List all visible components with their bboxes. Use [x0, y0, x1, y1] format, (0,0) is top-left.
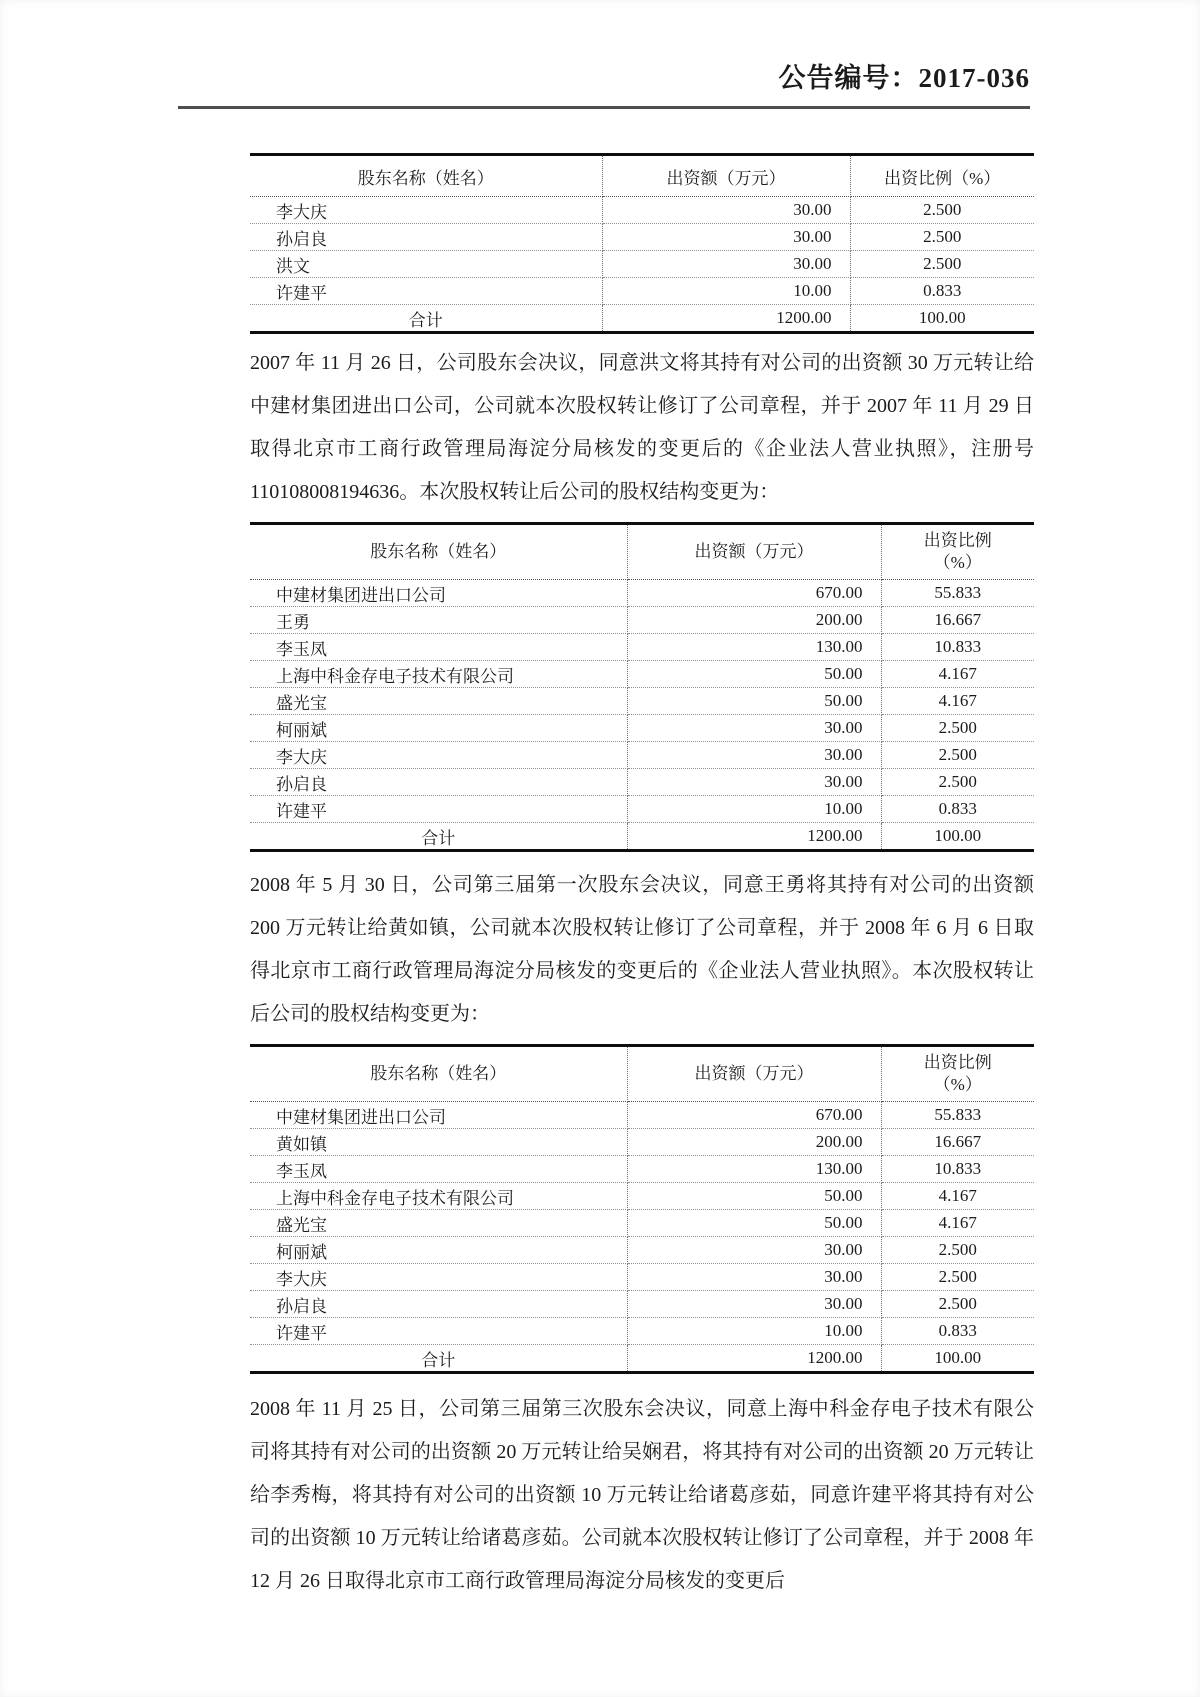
shareholder-name-cell: 柯丽斌: [250, 715, 627, 742]
table-row: [250, 1129, 1034, 1156]
announcement-number: 公告编号：2017-036: [778, 63, 1030, 93]
ratio-cell: 2.500: [881, 1291, 1034, 1318]
total-amount-cell: 1200.00: [602, 305, 850, 333]
total-ratio-cell: 100.00: [934, 1348, 982, 1367]
ratio-cell: 0.833: [850, 278, 1034, 305]
col-header-ratio: [881, 1046, 1034, 1102]
total-label-cell: 合计: [250, 305, 602, 333]
table-row: [250, 1156, 1034, 1183]
total-amount-cell: 1200.00: [627, 823, 881, 851]
col-header-amount: 出资额（万元）: [627, 1046, 881, 1102]
amount-cell: 30.00: [602, 197, 850, 224]
ratio-header-line1: 出资比例: [923, 530, 992, 550]
amount-cell: 30.00: [627, 1264, 881, 1291]
amount-cell: 30.00: [627, 715, 881, 742]
shareholder-name-cell: 盛光宝: [250, 1210, 627, 1237]
amount-cell: 50.00: [627, 1210, 881, 1237]
table-row: [250, 1237, 1034, 1264]
total-label-cell: 合计: [250, 1345, 627, 1373]
table-row: [250, 1102, 1034, 1129]
amount-cell: 10.00: [602, 278, 850, 305]
shareholder-name-cell: 上海中科金存电子技术有限公司: [250, 1183, 627, 1210]
amount-cell: 130.00: [627, 634, 881, 661]
shareholder-name-cell: 许建平: [250, 1318, 627, 1345]
amount-cell: 130.00: [627, 1156, 881, 1183]
table-row: [250, 251, 1034, 278]
table-row: [250, 607, 1034, 634]
ratio-cell: 2.500: [881, 742, 1034, 769]
table-header-row: [250, 1046, 1034, 1102]
ratio-cell: 2.500: [881, 769, 1034, 796]
shareholder-name-cell: 洪文: [250, 251, 602, 278]
table-row: [250, 688, 1034, 715]
table-row: [250, 1291, 1034, 1318]
total-ratio-cell: 100.00: [934, 826, 982, 845]
shareholder-name-cell: 上海中科金存电子技术有限公司: [250, 661, 627, 688]
amount-cell: 30.00: [627, 742, 881, 769]
shareholder-name-cell: 中建材集团进出口公司: [250, 1102, 627, 1129]
shareholder-name-cell: 李玉凤: [250, 1156, 627, 1183]
table-row: [250, 1183, 1034, 1210]
table-row: [250, 1210, 1034, 1237]
shareholder-table-2: [250, 522, 1034, 852]
ratio-cell: 55.833: [881, 580, 1034, 607]
amount-cell: 670.00: [627, 580, 881, 607]
body-paragraph-1: 2007 年 11 月 26 日，公司股东会决议，同意洪文将其持有对公司的出资额 30 万元转让给中建材集团进出口公司，公司就本次股权转让修订了公司章程，并于 2007 年 11 月 29 日取得北京市工商行政管理局海淀分局核发的变更后的《企业法人营业执照》，注册号 110108008194636。本次股权转让后公司的股权结构变更为：: [250, 352, 1034, 503]
ratio-cell: 2.500: [850, 197, 1034, 224]
ratio-cell: 0.833: [881, 1318, 1034, 1345]
ratio-cell: 16.667: [881, 1129, 1034, 1156]
body-paragraph-2: 2008 年 5 月 30 日，公司第三届第一次股东会决议，同意王勇将其持有对公司的出资额 200 万元转让给黄如镇，公司就本次股权转让修订了公司章程，并于 2008 年 6 月 6 日取得北京市工商行政管理局海淀分局核发的变更后的《企业法人营业执照》。本次股权转让后公司的股权结构变更为：: [250, 874, 1034, 1025]
col-header-shareholder: 股东名称（姓名）: [250, 155, 602, 197]
col-header-amount: 出资额（万元）: [627, 524, 881, 580]
amount-cell: 200.00: [627, 1129, 881, 1156]
shareholder-name-cell: 孙启良: [250, 1291, 627, 1318]
table-row: [250, 661, 1034, 688]
ratio-header-line2: （%）: [933, 1075, 982, 1094]
amount-cell: 30.00: [627, 769, 881, 796]
ratio-header-line1: 出资比例: [923, 1052, 992, 1072]
table-row: [250, 715, 1034, 742]
table-row: [250, 796, 1034, 823]
total-row: [250, 1345, 1034, 1373]
total-ratio-cell: 100.00: [918, 308, 966, 327]
table-header-row: [250, 155, 1034, 197]
ratio-cell: 55.833: [881, 1102, 1034, 1129]
amount-cell: 670.00: [627, 1102, 881, 1129]
ratio-cell: 0.833: [881, 796, 1034, 823]
ratio-cell: 4.167: [881, 1210, 1034, 1237]
shareholder-name-cell: 李大庆: [250, 742, 627, 769]
table-row: [250, 224, 1034, 251]
ratio-cell: 4.167: [881, 688, 1034, 715]
col-header-shareholder: 股东名称（姓名）: [250, 524, 627, 580]
amount-cell: 30.00: [627, 1237, 881, 1264]
shareholder-name-cell: 许建平: [250, 796, 627, 823]
amount-cell: 10.00: [627, 796, 881, 823]
shareholder-name-cell: 孙启良: [250, 769, 627, 796]
ratio-cell: 2.500: [881, 715, 1034, 742]
total-amount-cell: 1200.00: [627, 1345, 881, 1373]
shareholder-name-cell: 李大庆: [250, 1264, 627, 1291]
amount-cell: 50.00: [627, 661, 881, 688]
col-header-ratio: 出资比例（%）: [850, 155, 1034, 197]
shareholder-table-3: [250, 1044, 1034, 1374]
amount-cell: 200.00: [627, 607, 881, 634]
shareholder-name-cell: 黄如镇: [250, 1129, 627, 1156]
header-divider: [178, 106, 1030, 109]
shareholder-table-1: [250, 153, 1034, 334]
table-row: [250, 742, 1034, 769]
table-row: [250, 1264, 1034, 1291]
amount-cell: 30.00: [627, 1291, 881, 1318]
shareholder-name-cell: 柯丽斌: [250, 1237, 627, 1264]
ratio-cell: 2.500: [850, 251, 1034, 278]
ratio-cell: 10.833: [881, 1156, 1034, 1183]
amount-cell: 30.00: [602, 224, 850, 251]
ratio-cell: 2.500: [881, 1264, 1034, 1291]
total-row: [250, 823, 1034, 851]
total-row: [250, 305, 1034, 333]
shareholder-name-cell: 许建平: [250, 278, 602, 305]
amount-cell: 50.00: [627, 1183, 881, 1210]
total-label-cell: 合计: [250, 823, 627, 851]
ratio-cell: 2.500: [881, 1237, 1034, 1264]
amount-cell: 30.00: [602, 251, 850, 278]
table-row: [250, 769, 1034, 796]
shareholder-name-cell: 中建材集团进出口公司: [250, 580, 627, 607]
shareholder-name-cell: 王勇: [250, 607, 627, 634]
table-row: [250, 197, 1034, 224]
shareholder-name-cell: 盛光宝: [250, 688, 627, 715]
amount-cell: 10.00: [627, 1318, 881, 1345]
col-header-shareholder: 股东名称（姓名）: [250, 1046, 627, 1102]
ratio-cell: 4.167: [881, 661, 1034, 688]
ratio-cell: 16.667: [881, 607, 1034, 634]
table-row: [250, 1318, 1034, 1345]
table-row: [250, 634, 1034, 661]
table-header-row: [250, 524, 1034, 580]
table-row: [250, 580, 1034, 607]
ratio-header-line2: （%）: [933, 553, 982, 572]
shareholder-name-cell: 李玉凤: [250, 634, 627, 661]
ratio-cell: 4.167: [881, 1183, 1034, 1210]
body-paragraph-3: 2008 年 11 月 25 日，公司第三届第三次股东会决议，同意上海中科金存电子技术有限公司将其持有对公司的出资额 20 万元转让给吴娴君，将其持有对公司的出资额 20 万元转让给李秀梅，将其持有对公司的出资额 10 万元转让给诸葛彦茹，同意许建平将其持有对公司的出资额 10 万元转让给诸葛彦茹。公司就本次股权转让修订了公司章程，并于 2008 年 12 月 26 日取得北京市工商行政管理局海淀分局核发的变更后: [250, 1398, 1034, 1592]
shareholder-name-cell: 李大庆: [250, 197, 602, 224]
shareholder-name-cell: 孙启良: [250, 224, 602, 251]
col-header-ratio: [881, 524, 1034, 580]
amount-cell: 50.00: [627, 688, 881, 715]
col-header-amount: 出资额（万元）: [602, 155, 850, 197]
ratio-cell: 2.500: [850, 224, 1034, 251]
table-row: [250, 278, 1034, 305]
ratio-cell: 10.833: [881, 634, 1034, 661]
